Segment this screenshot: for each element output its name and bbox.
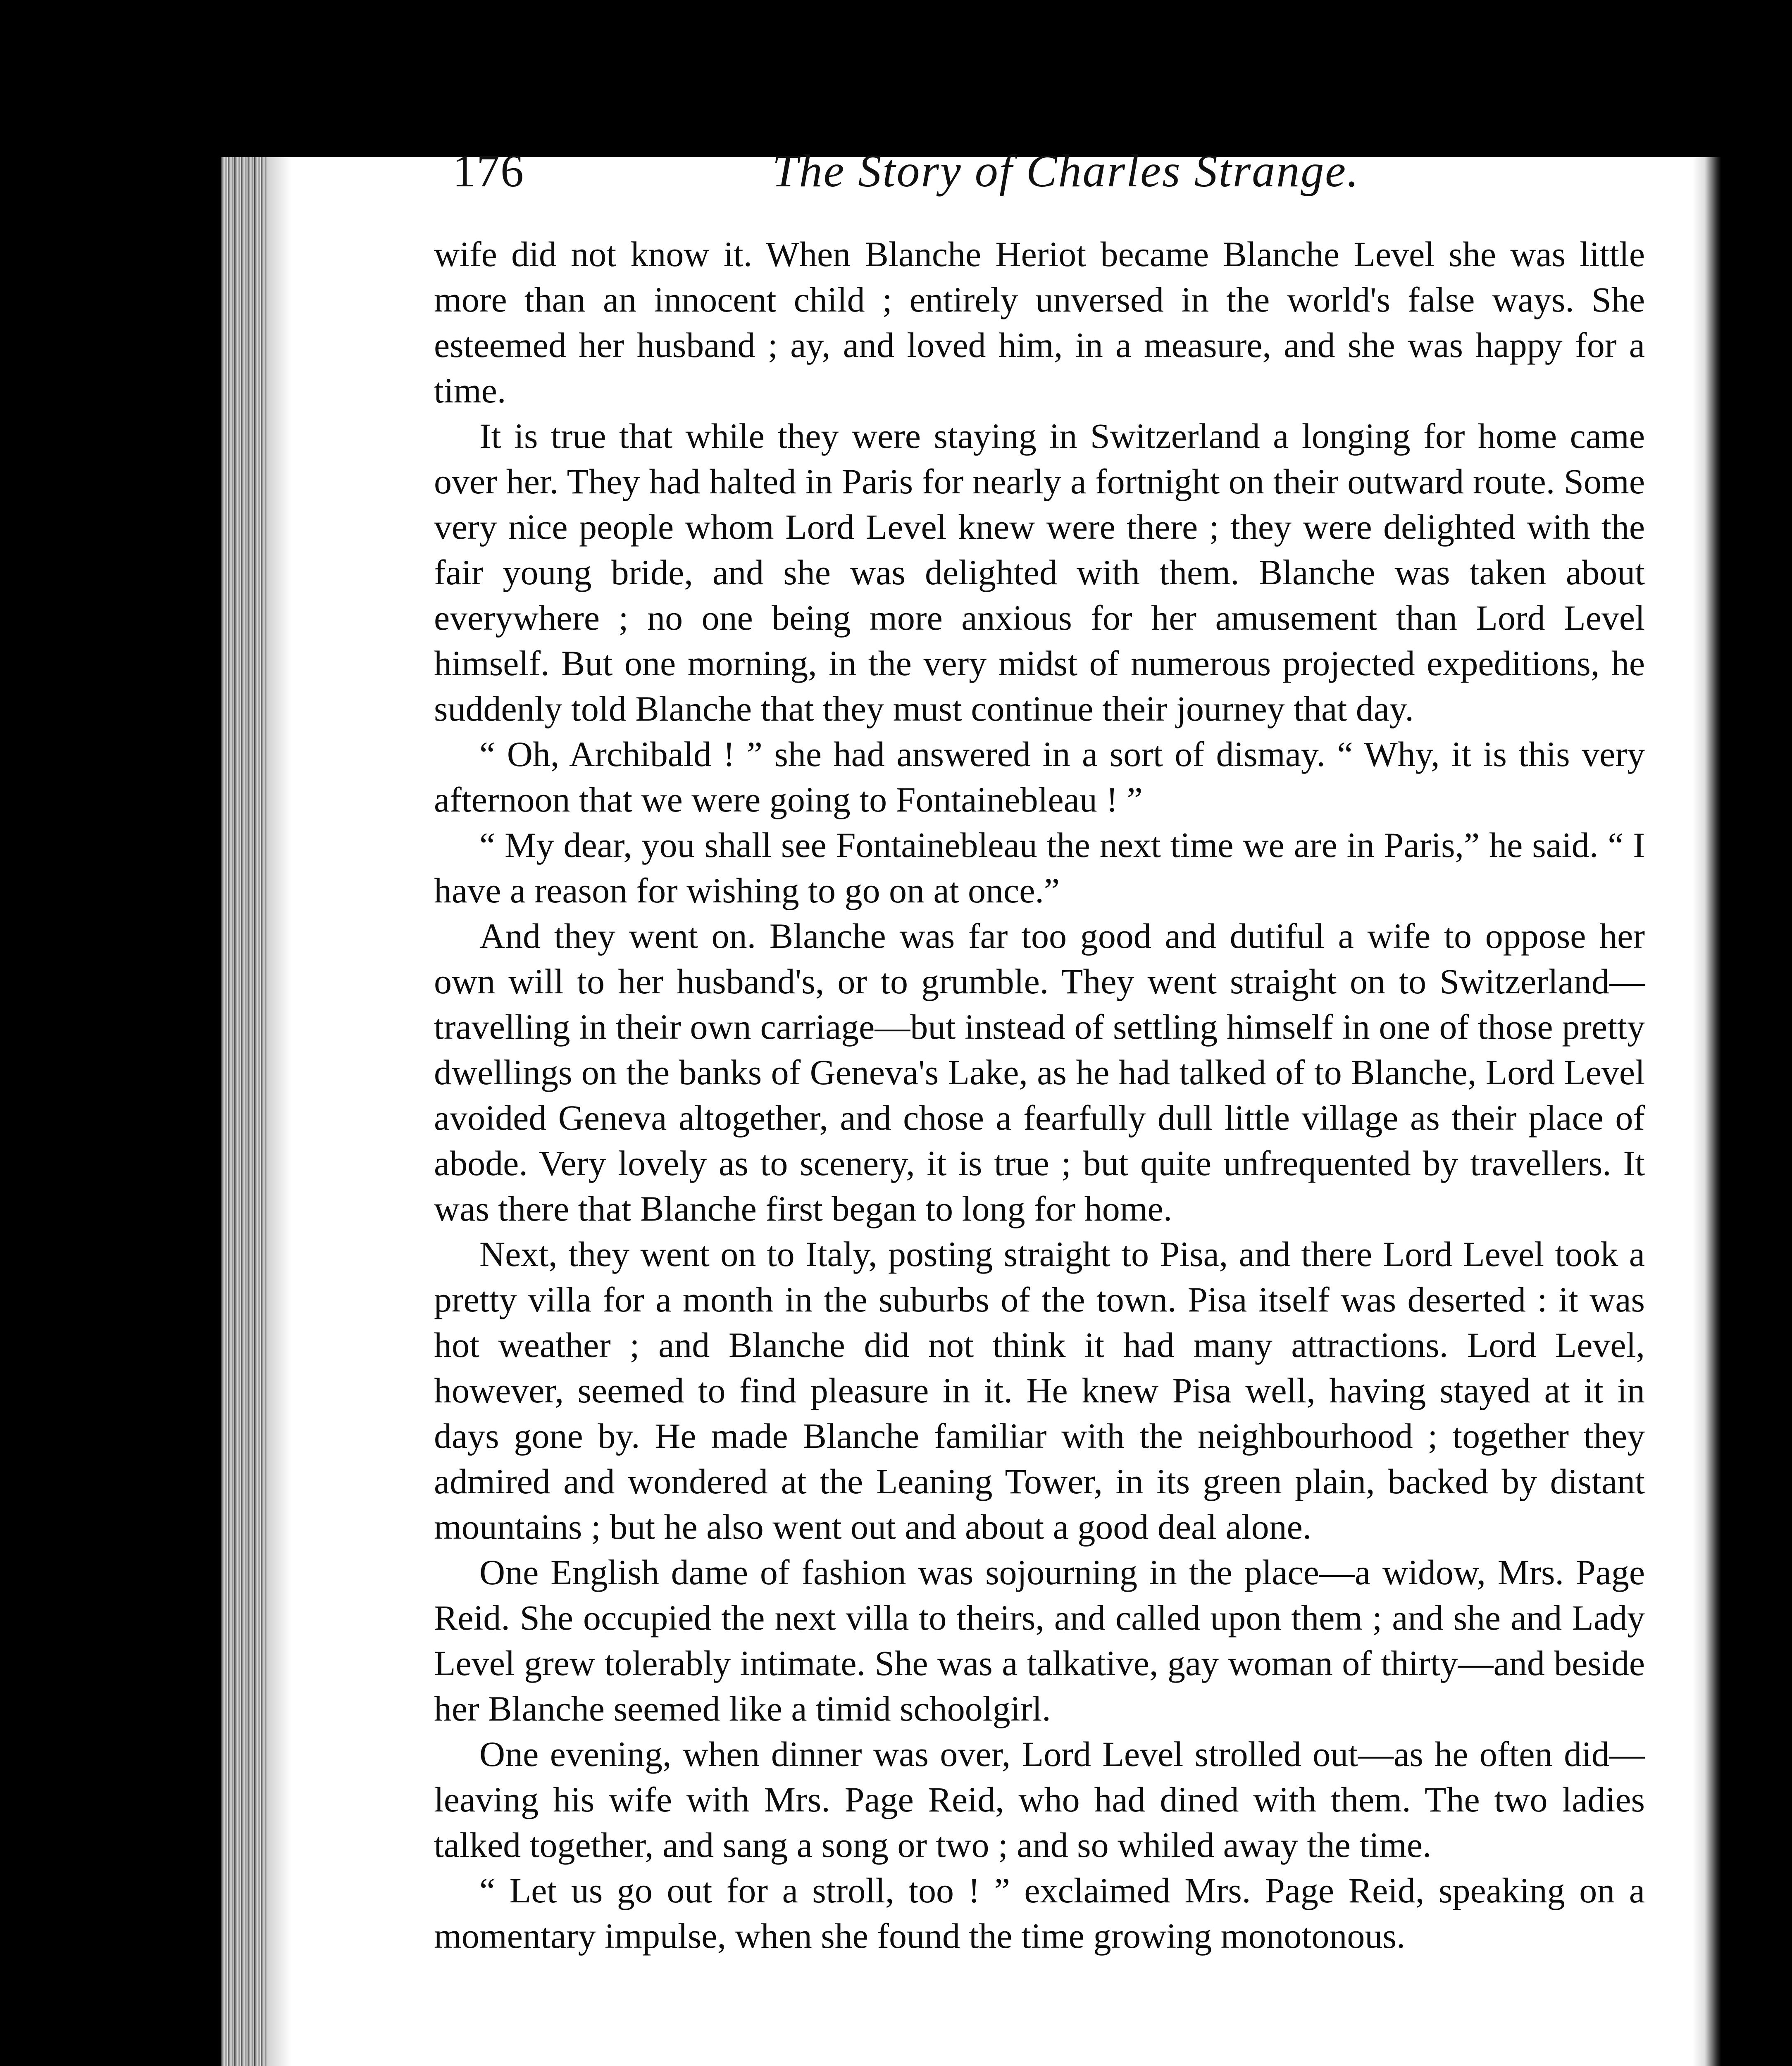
paragraph: “ My dear, you shall see Fontainebleau the next time we are in Paris,” he said. “ I have a reason for wishing to go on at once.” — [434, 825, 1645, 910]
paragraph: “ Let us go out for a stroll, too ! ” exclaimed Mrs. Page Reid, speaking on a momentary impulse, when she found the time growing monotonous. — [434, 1871, 1645, 1956]
paragraph: One English dame of fashion was sojourning in the place—a widow, Mrs. Page Reid. She occupied the next villa to theirs, and called upon them ; and she and Lady Level grew tolerably intimate. She was a talkative, gay woman of thirty—and beside her Blanche seemed like a timid schoolgirl. — [434, 1552, 1645, 1728]
running-header — [453, 145, 1360, 219]
paragraph: And they went on. Blanche was far too good and dutiful a wife to oppose her own will to her husband's, or to grumble. They went straight on to Switzerland—travelling in their own carriage—but instead of settling himself in one of those pretty dwellings on the banks of Geneva's Lake, as he had talked of to Blanche, Lord Level avoided Geneva altogether, and chose a fearfully dull little village as their place of abode. Very lovely as to scenery, it is true ; but quite unfrequented by travellers. It was there that Blanche first began to long for home. — [434, 916, 1645, 1228]
gutter-fade — [267, 157, 291, 2066]
paragraph: Next, they went on to Italy, posting straight to Pisa, and there Lord Level took a pretty villa for a month in the suburbs of the town. Pisa itself was deserted : it was hot weather ; and Blanche did not think it had many attractions. Lord Level, however, seemed to find pleasure in it. He knew Pisa well, having stayed at it in days gone by. He made Blanche familiar with the neighbourhood ; together they admired and wondered at the Leaning Tower, in its green plain, backed by distant mountains ; but he also went out and about a good deal alone. — [434, 1234, 1645, 1547]
paragraph: “ Oh, Archibald ! ” she had answered in a sort of dismay. “ Why, it is this very afternoon that we were going to Fontainebleau ! ” — [434, 734, 1645, 819]
adjacent-page-edge — [1692, 157, 1721, 2066]
page-binding-shadow — [221, 157, 267, 2066]
paragraph: wife did not know it. When Blanche Heriot became Blanche Level she was little more than an innocent child ; entirely unversed in the world's false ways. She esteemed her husband ; ay, and loved him, in a measure, and she was happy for a time. — [434, 234, 1645, 410]
page-number: 176 — [453, 145, 524, 197]
body-text — [434, 231, 1645, 1959]
running-title: The Story of Charles Strange. — [772, 145, 1360, 197]
paragraph: It is true that while they were staying in Switzerland a longing for home came over her. They had halted in Paris for nearly a fortnight on their outward route. Some very nice people whom Lord Level knew were there ; they were delighted with the fair young bride, and she was delighted with them. Blanche was taken about everywhere ; no one being more anxious for her amusement than Lord Level himself. But one morning, in the very midst of numerous projected expeditions, he suddenly told Blanche that they must continue their journey that day. — [434, 416, 1645, 728]
paragraph: One evening, when dinner was over, Lord Level strolled out—as he often did—leaving his wife with Mrs. Page Reid, who had dined with them. The two ladies talked together, and sang a song or two ; and so whiled away the time. — [434, 1734, 1645, 1865]
